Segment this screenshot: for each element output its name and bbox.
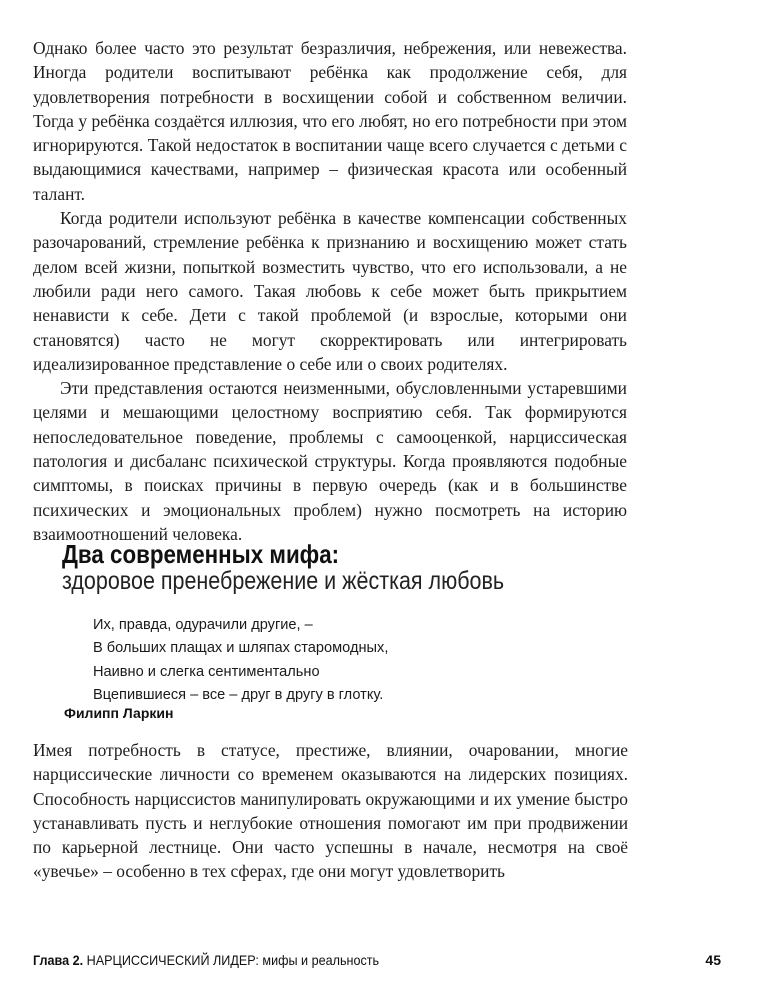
chapter-title: НАРЦИССИЧЕСКИЙ ЛИДЕР: мифы и реальность (86, 952, 380, 968)
paragraph: Однако более часто это результат безразличия, небрежения, или невежества. Иногда родители воспитывают ребёнка как продолжение себя, для удовлетворения потребности в восхищении собой и собственном величии. Тогда у ребёнка создаётся иллюзия, что его любят, но его потребности при этом игнорируются. Такой недостаток в воспитании чаще всего случается с детьми с выдающимися качествами, например – физическая красота или особенный талант. (33, 38, 627, 204)
epigraph-poem (93, 614, 513, 708)
body-text-bottom (33, 738, 628, 884)
paragraph: Эти представления остаются неизменными, обусловленными устаревшими целями и мешающими целостному восприятию себя. Так формируются непоследовательное поведение, проблемы с самооценкой, нарциссическая патология и дисбаланс психической структуры. Когда проявляются подобные симптомы, в поисках причины в первую очередь (как и в большинстве психических и эмоциональных проблем) нужно посмотреть на историю взаимоотношений человека. (33, 378, 627, 544)
paragraph: Когда родители используют ребёнка в качестве компенсации собственных разочарований, стремление ребёнка к признанию и восхищению может стать делом всей жизни, попыткой возместить чувство, что его использовали, а не любили ради него самого. Такая любовь к себе может быть прикрытием ненависти к себе. Дети с такой проблемой (и взрослые, которыми они становятся) часто не могут скорректировать или интегрировать идеализированное представление о себе или о своих родителях. (33, 208, 627, 374)
chapter-label: Глава 2. (33, 952, 84, 968)
heading-subtitle: здоровое пренебрежение и жёсткая любовь (62, 567, 505, 595)
poem-line: Вцепившиеся – все – друг в другу в глотку. (93, 687, 384, 704)
heading-title: Два современных мифа: (62, 539, 340, 569)
section-heading (62, 541, 622, 595)
body-text-top (33, 36, 627, 546)
poem-line: Наивно и слегка сентиментально (93, 663, 320, 680)
poem-line: Их, правда, одурачили другие, – (93, 617, 313, 633)
paragraph: Имея потребность в статусе, престиже, влиянии, очаровании, многие нарциссические личности со временем оказываются на лидерских позициях. Способность нарциссистов манипулировать окружающими и их умение быстро устанавливать пусть и неглубокие отношения помогают им при продвижении по карьерной лестнице. Они часто успешны в начале, несмотря на своё «увечье» – особенно в тех сферах, где они могут удовлетворить (33, 740, 628, 882)
page-number: 45 (705, 952, 721, 968)
poem-line: В больших плащах и шляпах старомодных, (93, 640, 389, 657)
page-footer (33, 952, 721, 972)
epigraph-author: Филипп Ларкин (64, 705, 174, 721)
running-footer (33, 952, 379, 968)
